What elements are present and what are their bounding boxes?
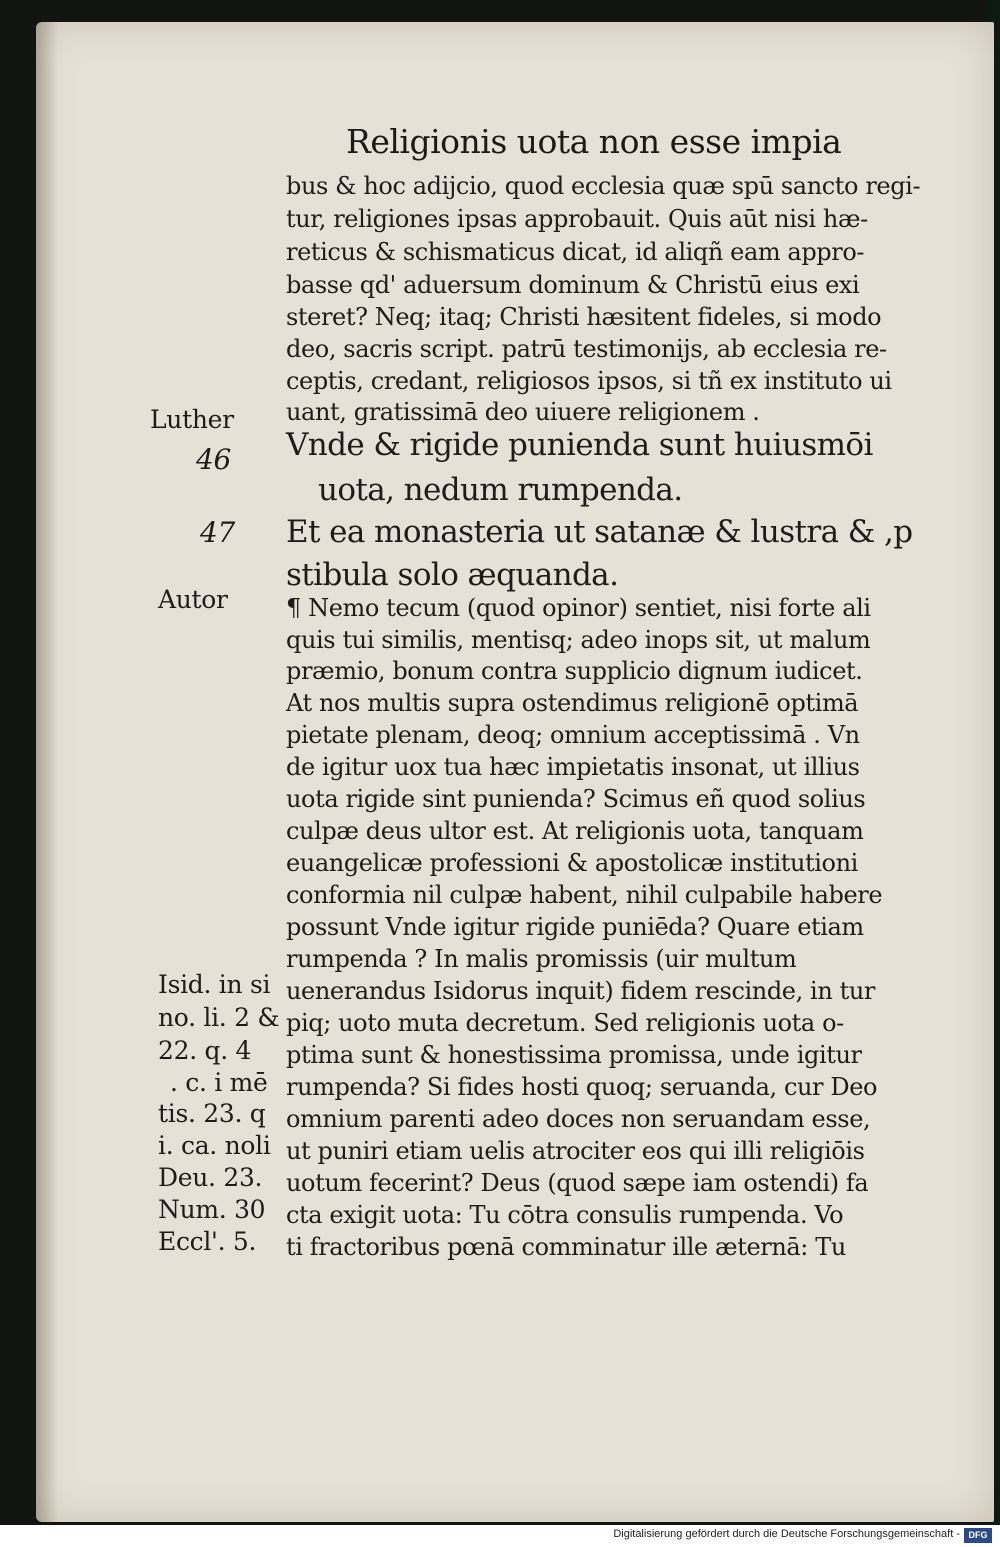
text-line: quis tui similis, mentisq; adeo inops sit, ut malum: [286, 626, 871, 654]
quoted-article-line: Vnde & rigide punienda sunt huiusmōi: [286, 427, 873, 463]
margin-note-article-number: 47: [200, 516, 236, 549]
quoted-article-line: uota, nedum rumpenda.: [318, 472, 683, 508]
text-line: omnium parenti adeo doces non seruandam esse,: [286, 1105, 871, 1133]
text-line: rumpenda ? In malis promissis (uir multum: [286, 945, 797, 973]
text-line: tur, religiones ipsas approbauit. Quis aūt nisi hæ-: [286, 205, 868, 233]
margin-note-author: Luther: [150, 405, 234, 434]
text-line: piq; uoto muta decretum. Sed religionis uota o-: [286, 1009, 844, 1037]
running-head: Religionis uota non esse impia: [346, 122, 842, 161]
text-line: At nos multis supra ostendimus religionē optimā: [286, 689, 859, 717]
footer-bar: [0, 1525, 1000, 1547]
margin-note-citation: no. li. 2 &: [158, 1003, 280, 1032]
text-line: cta exigit uota: Tu cōtra consulis rumpenda. Vo: [286, 1201, 844, 1229]
margin-note-citation: Deu. 23.: [158, 1163, 263, 1192]
margin-note-citation: i. ca. noli: [158, 1131, 271, 1160]
text-line: ¶ Nemo tecum (quod opinor) sentiet, nisi forte ali: [286, 594, 871, 622]
text-line: conformia nil culpæ habent, nihil culpabile habere: [286, 881, 883, 909]
margin-note-article-number: 46: [196, 443, 232, 476]
text-line: pietate plenam, deoq; omnium acceptissimā . Vn: [286, 721, 860, 749]
quoted-article-line: stibula solo æquanda.: [286, 557, 619, 593]
text-line: reticus & schismaticus dicat, id aliqñ eam appro-: [286, 238, 865, 266]
text-line: uant, gratissimā deo uiuere religionem .: [286, 398, 760, 426]
text-line: possunt Vnde igitur rigide puniēda? Quare etiam: [286, 913, 864, 941]
text-line: uenerandus Isidorus inquit) fidem rescinde, in tur: [286, 977, 875, 1005]
text-line: de igitur uox tua hæc impietatis insonat, ut illius: [286, 753, 860, 781]
funding-credit: Digitalisierung gefördert durch die Deutsche Forschungsgemeinschaft -: [613, 1528, 960, 1540]
text-line: præmio, bonum contra supplicio dignum iudicet.: [286, 657, 863, 685]
margin-note-citation: Eccl'. 5.: [158, 1227, 257, 1256]
text-line: ut puniri etiam uelis atrociter eos qui illi religiōis: [286, 1137, 865, 1165]
text-line: ti fractoribus pœnā comminatur ille æternā: Tu: [286, 1233, 846, 1261]
text-line: ptima sunt & honestissima promissa, unde igitur: [286, 1041, 862, 1069]
text-line: uota rigide sint punienda? Scimus eñ quod solius: [286, 785, 866, 813]
quoted-article-line: Et ea monasteria ut satanæ & lustra & ,p: [286, 514, 913, 550]
margin-note-citation: . c. i mē: [170, 1068, 268, 1097]
text-line: euangelicæ professioni & apostolicæ institutioni: [286, 849, 858, 877]
text-line: bus & hoc adijcio, quod ecclesia quæ spū sancto regi-: [286, 172, 921, 200]
text-line: uotum fecerint? Deus (quod sæpe iam ostendi) fa: [286, 1169, 869, 1197]
page-gutter-shadow: [36, 22, 58, 1522]
margin-note-citation: Num. 30: [158, 1195, 266, 1224]
text-line: rumpenda? Si fides hosti quoq; seruanda, cur Deo: [286, 1073, 878, 1101]
margin-note-citation: 22. q. 4: [158, 1036, 252, 1065]
margin-note-citation: Isid. in si: [158, 970, 271, 999]
margin-note-citation: tis. 23. q: [158, 1099, 266, 1128]
text-line: basse qd' aduersum dominum & Christū eius exi: [286, 271, 860, 299]
text-line: ceptis, credant, religiosos ipsos, si tñ ex instituto ui: [286, 367, 892, 395]
margin-note-author: Autor: [158, 585, 228, 614]
text-line: steret? Neq; itaq; Christi hæsitent fideles, si modo: [286, 303, 882, 331]
dfg-logo: DFG: [964, 1528, 992, 1543]
text-line: deo, sacris script. patrū testimonijs, ab ecclesia re-: [286, 335, 887, 363]
text-line: culpæ deus ultor est. At religionis uota, tanquam: [286, 817, 864, 845]
